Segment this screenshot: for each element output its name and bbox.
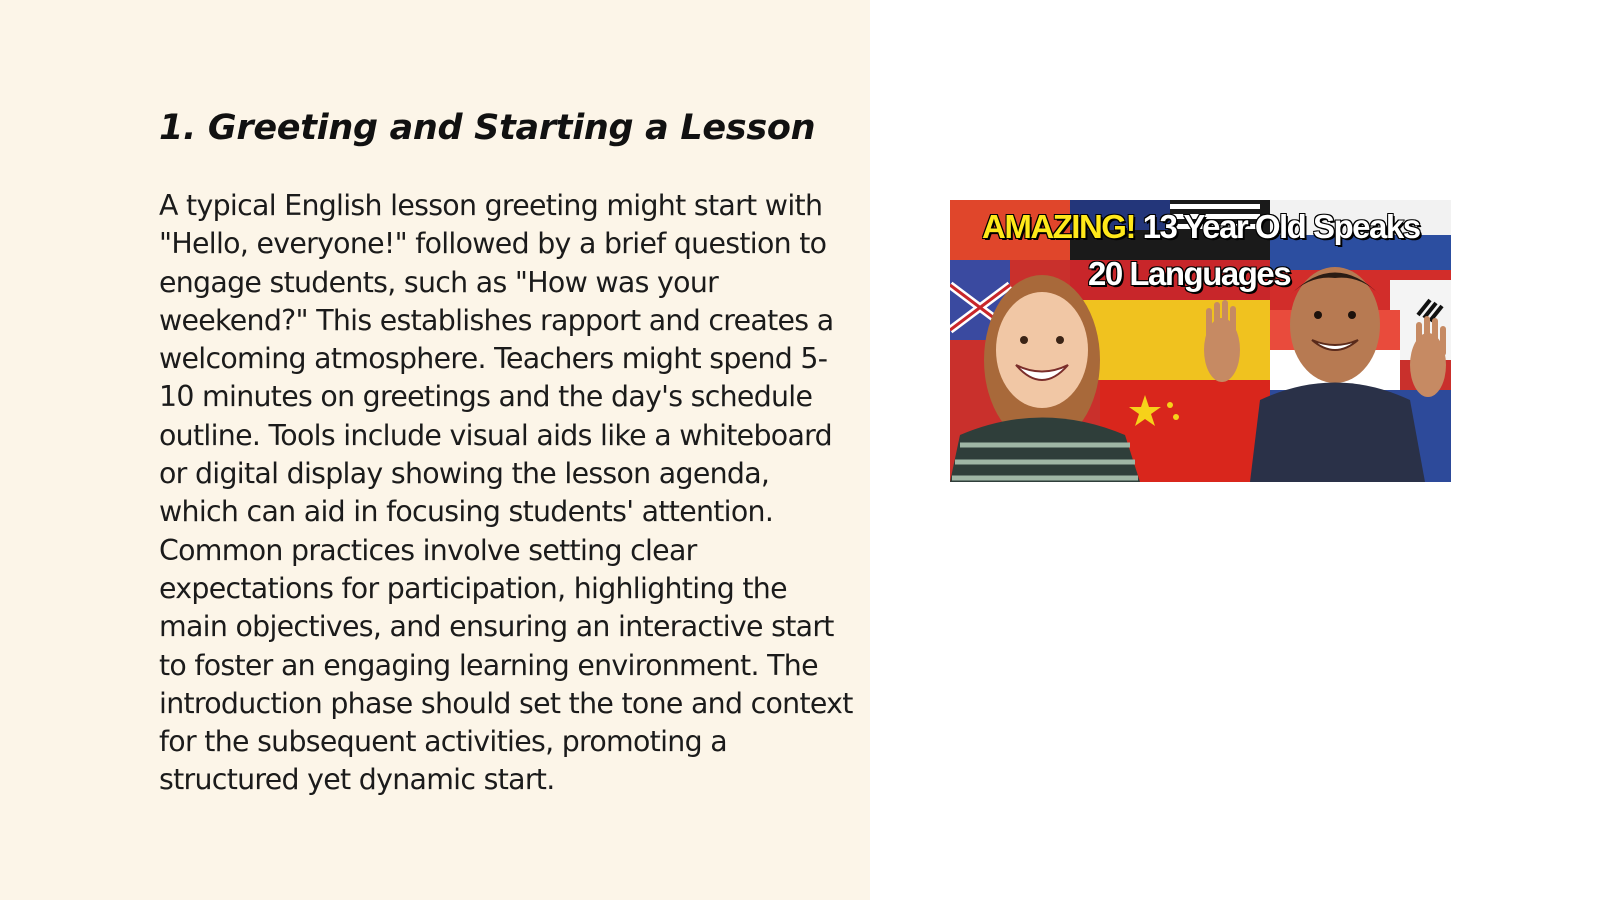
thumbnail-title-line-2: 20 Languages — [1088, 255, 1291, 292]
thumbnail-title-rest: 13 Year Old Speaks — [1142, 208, 1420, 245]
video-thumbnail-image — [950, 200, 1451, 482]
slide-heading: 1. Greeting and Starting a Lesson — [159, 108, 816, 148]
thumbnail-highlight-word: AMAZING! — [982, 208, 1135, 245]
slide-body-text: A typical English lesson greeting might start with "Hello, everyone!" followed by a brief question to engage students, such as "How was your weekend?" This establishes rapport and creates a welcoming atmosphere. Teachers might spend 5-10 minutes on greetings and the day's schedule outline. Tools include visual aids like a whiteboard or digital display showing the lesson agenda, which can aid in focusing students' attention. Common practices involve setting clear expectations for participation, highlighting the main objectives, and ensuring an interactive start to foster an engaging learning environment. The introduction phase should set the tone and context for the subsequent activities, promoting a structured yet dynamic start. — [159, 189, 853, 797]
thumbnail-title-line-1 — [982, 208, 1420, 246]
